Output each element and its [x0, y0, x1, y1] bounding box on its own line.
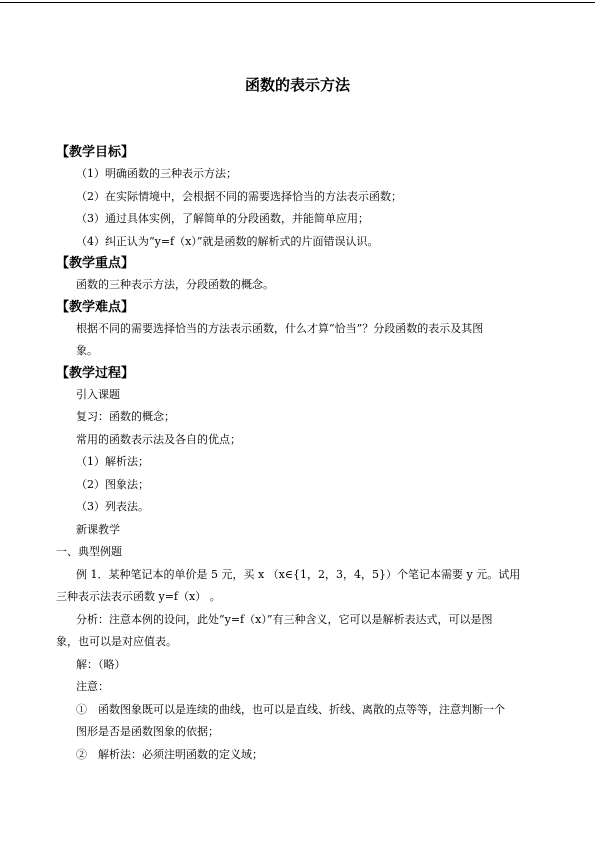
- process-heading: 【教学过程】: [56, 365, 135, 381]
- intro-text: 引入课题: [76, 387, 120, 401]
- document-body: [56, 142, 544, 766]
- note2-text: ② 解析法：必须注明函数的定义域；: [76, 747, 263, 761]
- method-item: （2）图象法；: [76, 477, 149, 491]
- example-line1: 例 1．某种笔记本的单价是 5 元，买 x （x∈{1，2，3，4，5}）个笔记本需要 y 元。试用: [76, 567, 521, 581]
- focus-text: 函数的三种表示方法，分段函数的概念。: [76, 278, 274, 291]
- goal-item: （2）在实际情境中，会根据不同的需要选择恰当的方法表示函数；: [76, 189, 402, 203]
- focus-heading: 【教学重点】: [56, 256, 135, 271]
- note1-line1: ① 函数图象既可以是连续的曲线，也可以是直线、折线、离散的点等等，注意判断一个: [76, 702, 505, 716]
- analysis-line1: 分析：注意本例的设问，此处“y=f（x）”有三种含义，它可以是解析表达式，可以是图: [76, 612, 493, 626]
- goal-item: （1）明确函数的三种表示方法；: [76, 167, 237, 180]
- solution-text: 解：（略）: [76, 657, 126, 671]
- common-methods-text: 常用的函数表示法及各自的优点；: [76, 432, 241, 446]
- method-item: （1）解析法；: [76, 455, 149, 468]
- note-label: 注意：: [76, 680, 109, 693]
- goal-item: （3）通过具体实例，了解简单的分段函数，并能简单应用；: [76, 212, 369, 225]
- analysis-line2: 象，也可以是对应值表。: [56, 635, 177, 648]
- goal-item: （4）纠正认为“y=f（x）”就是函数的解析式的片面错误认识。: [76, 234, 379, 248]
- difficulty-text-line1: 根据不同的需要选择恰当的方法表示函数，什么才算“恰当”？分段函数的表示及其图: [76, 321, 484, 335]
- section-heading: 一、典型例题: [56, 545, 122, 558]
- method-item: （3）列表法。: [76, 500, 149, 513]
- note1-line2: 图形是否是函数图象的依据；: [76, 725, 219, 738]
- top-rule: [0, 2, 595, 3]
- new-lesson-text: 新课教学: [76, 522, 120, 536]
- review-text: 复习：函数的概念；: [76, 410, 175, 423]
- difficulty-text-line2: 象。: [76, 344, 98, 357]
- page-title: 函数的表示方法: [244, 76, 350, 94]
- example-line2: 三种表示法表示函数 y=f（x） 。: [56, 590, 221, 603]
- difficulty-heading: 【教学难点】: [56, 299, 135, 315]
- goals-heading: 【教学目标】: [56, 145, 135, 160]
